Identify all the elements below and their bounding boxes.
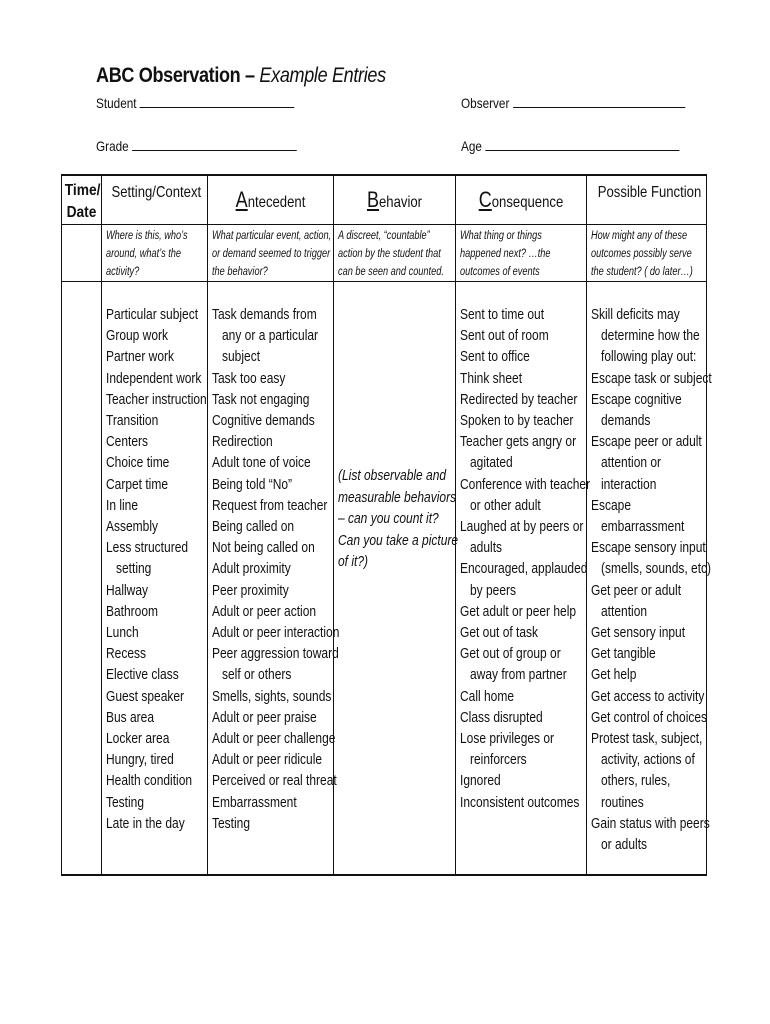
list-item: Group work (106, 327, 169, 345)
list-item: Recess (106, 645, 147, 663)
list-item: Partner work (106, 348, 175, 366)
consequence-cell (456, 282, 591, 876)
age-field[interactable] (461, 138, 679, 154)
observer-line[interactable] (513, 95, 685, 108)
list-item: Adult or peer challenge (212, 730, 336, 748)
text-line: Where is this, who’s (106, 230, 188, 242)
list-item: Class disrupted (460, 708, 543, 726)
list-item: Request from teacher (212, 496, 328, 514)
antecedent-cell (208, 282, 340, 876)
list-item: Get adult or peer help (460, 602, 577, 620)
list-item: or adults (591, 836, 648, 854)
abc-table (61, 174, 712, 876)
list-item: Get tangible (591, 645, 656, 663)
list-item: Adult tone of voice (212, 454, 311, 472)
list-item: Particular subject (106, 306, 199, 323)
text-line: outcomes of events (460, 266, 540, 278)
list-item: Redirection (212, 433, 273, 451)
page-title (96, 64, 386, 88)
hint-setting (102, 225, 208, 282)
text-line: What thing or things (460, 230, 542, 242)
list-item: Encouraged, applauded (460, 560, 588, 578)
observer-field[interactable] (461, 95, 685, 111)
list-item: Sent to office (460, 348, 530, 366)
list-item: Spoken to by teacher (460, 412, 574, 430)
list-item: setting (106, 560, 152, 578)
hint-time[interactable] (62, 225, 102, 282)
list-item: Adult or peer ridicule (212, 751, 323, 769)
list-item: Get control of choices (591, 708, 708, 726)
list-item: Bathroom (106, 602, 159, 620)
list-item: Escape task or subject (591, 369, 712, 387)
header-time: Time/ Date (62, 175, 102, 225)
list-item: Adult proximity (212, 560, 291, 578)
list-item: Guest speaker (106, 687, 185, 705)
header-behavior: Behavior (334, 175, 456, 225)
list-item: by peers (460, 581, 517, 599)
list-item: Task too easy (212, 369, 286, 387)
student-line[interactable] (140, 95, 295, 108)
list-item: determine how the (591, 327, 700, 345)
title-italic: Example Entries (259, 64, 386, 87)
text-line: happened next? …the (460, 248, 551, 260)
list-item: Teacher gets angry or (460, 433, 577, 451)
list-item: Less structured (106, 539, 189, 557)
list-item: Call home (460, 687, 515, 705)
list-item: agitated (460, 454, 513, 472)
list-item: Locker area (106, 730, 170, 748)
list-item: activity, actions of (591, 751, 695, 769)
age-line[interactable] (485, 138, 679, 151)
list-item: Escape cognitive (591, 390, 682, 408)
text-line: the behavior? (212, 266, 268, 278)
list-item: Being told “No” (212, 475, 293, 493)
list-item: Being called on (212, 518, 295, 536)
function-cell (587, 282, 712, 876)
list-item: Assembly (106, 518, 159, 536)
list-item: Health condition (106, 772, 193, 790)
header-setting: Setting/Context (102, 175, 208, 225)
list-item: Get out of group or (460, 645, 561, 663)
grade-label: Grade (96, 138, 129, 154)
list-item: Independent work (106, 369, 202, 387)
list-item: Elective class (106, 666, 179, 684)
list-item: Adult or peer action (212, 602, 317, 620)
list-item: Centers (106, 433, 149, 451)
list-item: Skill deficits may (591, 306, 680, 323)
list-item: Escape sensory input (591, 539, 706, 557)
observer-label: Observer (461, 95, 510, 111)
grade-line[interactable] (132, 138, 297, 151)
hint-consequence (456, 225, 587, 282)
setting-list (102, 282, 207, 834)
list-item: Conference with teacher (460, 475, 591, 493)
time-entry-cell[interactable] (62, 282, 102, 876)
list-item: Get peer or adult (591, 581, 682, 599)
list-item: Embarrassment (212, 793, 297, 811)
list-item: Redirected by teacher (460, 390, 578, 408)
header-function: Possible Function (587, 175, 707, 225)
text-line: or demand seemed to trigger (212, 248, 331, 260)
list-item: Peer proximity (212, 581, 289, 599)
list-item: interaction (591, 475, 657, 493)
list-item: or other adult (460, 496, 541, 514)
text-line: can be seen and counted. (338, 266, 444, 278)
list-item: Get out of task (460, 624, 539, 642)
list-item: others, rules, (591, 772, 671, 790)
list-item: following play out: (591, 348, 697, 366)
examples-row (62, 282, 707, 876)
list-item: Smells, sights, sounds (212, 687, 332, 705)
list-item: subject (212, 348, 261, 366)
function-list (587, 282, 712, 855)
list-item: demands (591, 412, 651, 430)
list-item: Gain status with peers (591, 814, 710, 832)
list-item: away from partner (460, 666, 567, 684)
list-item: In line (106, 496, 139, 514)
list-item: Escape peer or adult (591, 433, 702, 451)
list-item: Peer aggression toward (212, 645, 339, 663)
list-item: embarrassment (591, 518, 685, 536)
list-item: attention (591, 602, 648, 620)
list-item: routines (591, 793, 644, 811)
list-item: any or a particular (212, 327, 319, 345)
header-consequence: Consequence (456, 175, 587, 225)
hint-row (62, 225, 707, 282)
behavior-cell (334, 282, 459, 876)
list-item: Sent to time out (460, 306, 545, 323)
text-line: – can you count it? (338, 510, 439, 527)
title-bold: ABC Observation – (96, 64, 255, 87)
hint-behavior (334, 225, 456, 282)
list-item: attention or (591, 454, 662, 472)
behavior-note (334, 282, 459, 573)
list-item: Transition (106, 412, 159, 430)
list-item: Get access to activity (591, 687, 705, 705)
list-item: Task demands from (212, 306, 317, 323)
antecedent-list (208, 282, 340, 834)
list-item: Bus area (106, 708, 155, 726)
age-label: Age (461, 138, 482, 154)
text-line: outcomes possibly serve (591, 248, 692, 260)
text-line: A discreet, “countable” (338, 230, 430, 242)
setting-cell (102, 282, 208, 876)
list-item: Get help (591, 666, 637, 684)
text-line: (List observable and (338, 467, 447, 484)
list-item: Lunch (106, 624, 139, 642)
list-item: Adult or peer praise (212, 708, 317, 726)
list-item: reinforcers (460, 751, 527, 769)
text-line: activity? (106, 266, 140, 278)
student-label: Student (96, 95, 137, 111)
list-item: Think sheet (460, 369, 523, 387)
list-item: Perceived or real threat (212, 772, 337, 790)
text-line: measurable behaviors (338, 488, 457, 506)
list-item: Teacher instruction (106, 390, 207, 408)
list-item: adults (460, 539, 503, 557)
list-item: Testing (106, 793, 145, 811)
list-item: Get sensory input (591, 624, 686, 642)
list-item: Choice time (106, 454, 170, 472)
list-item: Sent out of room (460, 327, 549, 345)
grade-field[interactable] (96, 138, 297, 154)
list-item: Protest task, subject, (591, 730, 703, 748)
text-line: action by the student that (338, 248, 441, 260)
list-item: Task not engaging (212, 390, 310, 408)
text-line: around, what’s the (106, 248, 182, 260)
list-item: Hungry, tired (106, 751, 174, 769)
text-line: What particular event, action, (212, 230, 332, 242)
list-item: Escape (591, 496, 632, 514)
list-item: Hallway (106, 581, 149, 599)
list-item: Testing (212, 814, 251, 832)
student-field[interactable] (96, 95, 294, 111)
hint-antecedent (208, 225, 334, 282)
list-item: Laughed at by peers or (460, 518, 584, 536)
list-item: Late in the day (106, 814, 185, 832)
header-row (62, 175, 707, 225)
header-antecedent: Antecedent (208, 175, 334, 225)
list-item: Carpet time (106, 475, 169, 493)
list-item: Ignored (460, 772, 501, 790)
list-item: Adult or peer interaction (212, 624, 340, 642)
list-item: Inconsistent outcomes (460, 793, 580, 811)
list-item: Cognitive demands (212, 412, 315, 430)
list-item: Lose privileges or (460, 730, 555, 748)
list-item: (smells, sounds, etc) (591, 560, 712, 578)
list-item: self or others (212, 666, 292, 684)
text-line: of it?) (338, 553, 369, 570)
text-line: How might any of these (591, 230, 688, 242)
text-line: the student? ( do later…) (591, 266, 693, 278)
text-line: Can you take a picture (338, 531, 459, 549)
hint-function (587, 225, 707, 282)
list-item: Not being called on (212, 539, 315, 557)
consequence-list (456, 282, 591, 813)
